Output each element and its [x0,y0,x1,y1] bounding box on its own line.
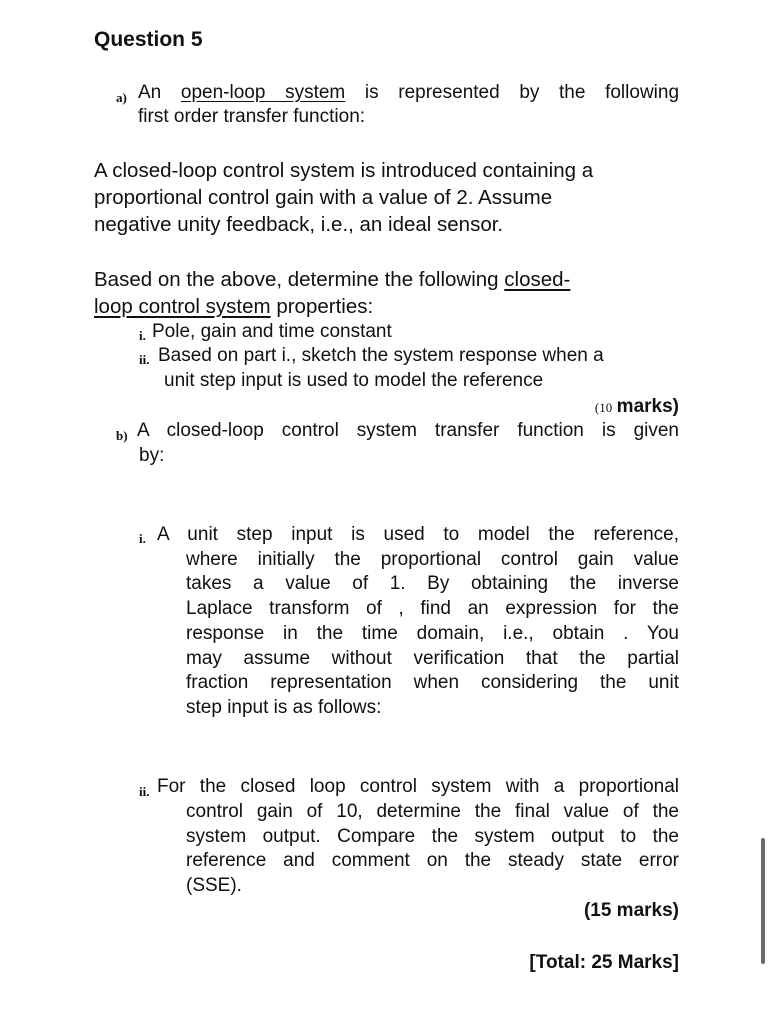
para1-line2: proportional control gain with a value of 2. Assume [94,186,553,209]
item-b-ii-line2: control gain of 10, determine the final value of the [186,801,679,822]
part-b-line1: A closed-loop control system transfer function is given [137,420,679,441]
para2-line2: loop control system properties: [94,295,374,318]
para1-line1: A closed-loop control system is introduced containing a [94,159,594,182]
item-a-ii-cont: unit step input is used to model the reference [164,370,544,391]
part-b-label: b) [116,428,128,443]
part-b-line2: by: [139,445,165,466]
item-b-ii-line1: For the closed loop control system with a proportional [157,776,679,797]
part-a-marks: (10 marks) [594,396,679,417]
item-a-i-label: i. [139,328,146,343]
total-marks: [Total: 25 Marks] [529,952,679,973]
item-b-i-line1: A unit step input is used to model the reference, [157,524,679,545]
item-b-i-label: i. [139,531,146,546]
closed-term-part2: loop control system [94,295,271,318]
para2-line1: Based on the above, determine the following closed- [94,268,571,291]
item-b-i-line5: response in the time domain, i.e., obtain . You [186,623,679,644]
part-b-marks: (15 marks) [583,900,679,921]
item-b-i-line8: step input is as follows: [186,697,382,718]
closed-term-part1: closed- [504,268,571,291]
item-b-ii-line3: system output. Compare the system output to the [186,826,679,847]
part-a-line1: An open-loop system is represented by the following [138,82,680,103]
item-b-i-line4: Laplace transform of , find an expression for the [186,598,679,619]
item-a-ii-text: Based on part i., sketch the system response when a [158,345,604,366]
part-a-line2: first order transfer function: [138,106,366,127]
item-b-i-line2: where initially the proportional control gain value [186,549,679,570]
item-b-i-line6: may assume without verification that the partial [186,648,679,669]
item-a-i-text: Pole, gain and time constant [152,321,392,342]
item-b-i-line3: takes a value of 1. By obtaining the inverse [186,573,679,594]
para1-line3: negative unity feedback, i.e., an ideal sensor. [94,213,504,236]
item-b-ii-line5: (SSE). [186,875,242,896]
item-a-ii-label: ii. [139,352,150,367]
scrollbar[interactable] [761,838,765,964]
item-b-ii-label: ii. [139,784,150,799]
open-loop-system-term: open-loop system [180,82,346,103]
item-b-i-line7: fraction representation when considering the unit [186,672,679,693]
item-b-ii-line4: reference and comment on the steady state error [186,850,679,871]
question-title: Question 5 [94,28,203,51]
part-a-label: a) [116,90,127,105]
